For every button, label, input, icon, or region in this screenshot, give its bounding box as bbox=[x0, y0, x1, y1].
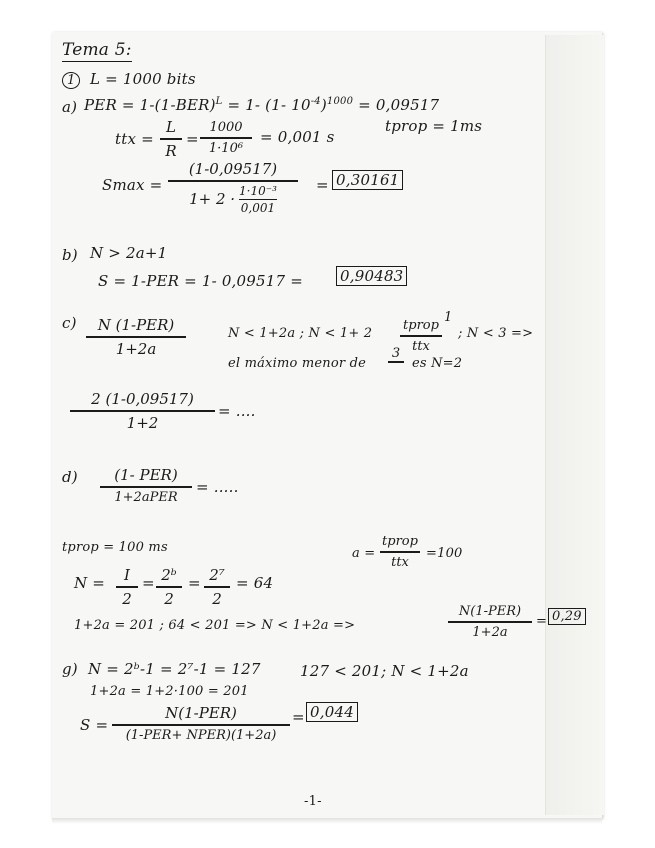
part-c-fraction bbox=[86, 316, 186, 358]
part-g-s-eq: = bbox=[292, 708, 305, 726]
part-c-label: c) bbox=[62, 314, 77, 332]
per-result: = 0,09517 bbox=[353, 96, 440, 114]
part-f-n-eq1: = bbox=[142, 574, 155, 592]
g-s-den: (1-PER+ NPER)(1+2a) bbox=[125, 727, 277, 743]
scan-edge bbox=[52, 818, 602, 824]
smax-num: (1-0,09517) bbox=[188, 160, 278, 178]
part-c-conclusion-b: es N=2 bbox=[412, 356, 463, 371]
c-frac-den: 1+2a bbox=[115, 339, 157, 358]
adjacent-page-bleed bbox=[545, 35, 604, 815]
f-a-den: ttx bbox=[391, 554, 409, 570]
part-f-a-result: =100 bbox=[426, 546, 463, 561]
part-f-tprop: tprop = 100 ms bbox=[62, 540, 168, 555]
c-calc-num: 2 (1-0,09517) bbox=[91, 390, 194, 408]
f-n-f3-num: 2⁷ bbox=[209, 566, 225, 584]
f-cmp-den: 1+2a bbox=[472, 624, 508, 640]
part-f-n-frac3 bbox=[204, 566, 230, 608]
part-f-n-result: = 64 bbox=[236, 574, 274, 592]
f-n-f2-num: 2ᵇ bbox=[161, 566, 177, 584]
ttx-frac2-den: 1·10⁶ bbox=[208, 140, 244, 156]
ttx-frac-1000-over-rate bbox=[200, 120, 252, 156]
f-n-f3-den: 2 bbox=[212, 589, 222, 608]
part-b-condition: N > 2a+1 bbox=[90, 244, 168, 262]
part-c-calc-tail: = .... bbox=[218, 402, 256, 420]
smax-den bbox=[189, 184, 277, 215]
per-equation bbox=[84, 96, 439, 114]
c-cond-frac-num: tprop bbox=[403, 318, 439, 333]
page-number: -1- bbox=[304, 794, 322, 809]
per-expr: PER = 1-(1-BER) bbox=[84, 96, 216, 114]
part-d-label: d) bbox=[62, 468, 78, 486]
part-c-cond-frac bbox=[400, 318, 442, 354]
page-title: Tema 5: bbox=[62, 40, 132, 60]
smax-lhs: Smax = bbox=[102, 176, 163, 194]
part-d-tail: = ..... bbox=[196, 478, 239, 496]
part-c-conclusion-a: el máximo menor de bbox=[228, 356, 367, 371]
smax-inner-den: 0,001 bbox=[240, 200, 276, 215]
question-number-marker: 1 bbox=[62, 72, 80, 89]
f-n-f1-num: I bbox=[124, 566, 130, 584]
smax-inner-frac bbox=[239, 184, 277, 215]
per-mid: = 1- (1- 10 bbox=[222, 96, 311, 114]
ttx-result: = 0,001 s bbox=[260, 128, 335, 146]
given-length: L = 1000 bits bbox=[90, 70, 196, 88]
part-f-n-lhs: N = bbox=[74, 574, 106, 592]
ttx-frac1-num: L bbox=[166, 118, 176, 136]
part-f-n-frac2 bbox=[156, 566, 182, 608]
part-c-strike-note: 1 bbox=[444, 310, 453, 325]
part-d-fraction bbox=[100, 466, 192, 505]
smax-eq: = bbox=[316, 176, 329, 194]
smax-den-a: 1+ 2 · bbox=[189, 190, 236, 209]
part-f-n-frac1 bbox=[116, 566, 138, 608]
part-c-conclusion-frac bbox=[388, 346, 404, 367]
per-close: ) bbox=[320, 96, 327, 114]
f-n-f1-den: 2 bbox=[122, 589, 132, 608]
smax-inner-num: 1·10⁻³ bbox=[239, 183, 277, 198]
c-conclusion-num: 3 bbox=[391, 346, 401, 361]
part-f-n-eq2: = bbox=[188, 574, 201, 592]
f-n-f2-den: 2 bbox=[164, 589, 174, 608]
ttx-frac-l-over-r bbox=[160, 118, 182, 160]
part-f-eq: = bbox=[536, 614, 548, 629]
d-frac-num: (1- PER) bbox=[114, 466, 178, 484]
part-f-a-fraction bbox=[380, 534, 420, 570]
part-c-calc-fraction bbox=[70, 390, 215, 432]
part-f-comparison: 1+2a = 201 ; 64 < 201 => N < 1+2a => bbox=[74, 618, 356, 633]
part-f-a-lhs: a = bbox=[352, 546, 376, 561]
c-calc-den: 1+2 bbox=[126, 413, 159, 432]
ttx-frac2-num: 1000 bbox=[209, 120, 243, 135]
part-c-condition-b: ; N < 3 => bbox=[458, 326, 534, 341]
part-a-label: a) bbox=[62, 98, 78, 116]
per-close-exp: 1000 bbox=[326, 96, 354, 107]
part-f-boxed-result: 0,29 bbox=[548, 608, 586, 625]
ttx-frac1-den: R bbox=[165, 141, 177, 160]
part-g-label: g) bbox=[62, 660, 78, 678]
part-f-cmp-fraction bbox=[448, 604, 532, 640]
d-frac-den: 1+2aPER bbox=[114, 489, 178, 505]
f-a-num: tprop bbox=[382, 534, 418, 549]
part-g-boxed-result: 0,044 bbox=[306, 702, 358, 722]
ttx-lhs: ttx = bbox=[115, 130, 154, 148]
part-g-line1b: 127 < 201; N < 1+2a bbox=[300, 662, 469, 680]
g-s-num: N(1-PER) bbox=[165, 704, 237, 722]
part-g-line1: N = 2ᵇ-1 = 2⁷-1 = 127 bbox=[88, 660, 261, 678]
part-c-condition-a: N < 1+2a ; N < 1+ 2 bbox=[228, 326, 373, 341]
tprop-value: tprop = 1ms bbox=[385, 117, 483, 135]
per-exp: L bbox=[215, 96, 223, 107]
part-b-s-expr: S = 1-PER = 1- 0,09517 = bbox=[98, 272, 303, 290]
c-frac-num: N (1-PER) bbox=[97, 316, 175, 334]
part-g-s-fraction bbox=[112, 704, 290, 743]
smax-fraction bbox=[168, 160, 298, 215]
per-mid-exp: -4 bbox=[310, 96, 321, 107]
f-cmp-num: N(1-PER) bbox=[458, 604, 522, 619]
part-b-boxed-result: 0,90483 bbox=[336, 266, 407, 286]
ttx-eq: = bbox=[186, 130, 199, 148]
part-b-label: b) bbox=[62, 246, 78, 264]
c-cond-frac-den: ttx bbox=[412, 338, 430, 354]
part-g-s-lhs: S = bbox=[80, 716, 109, 734]
smax-boxed-result: 0,30161 bbox=[332, 170, 403, 190]
part-g-line2: 1+2a = 1+2·100 = 201 bbox=[90, 684, 249, 699]
